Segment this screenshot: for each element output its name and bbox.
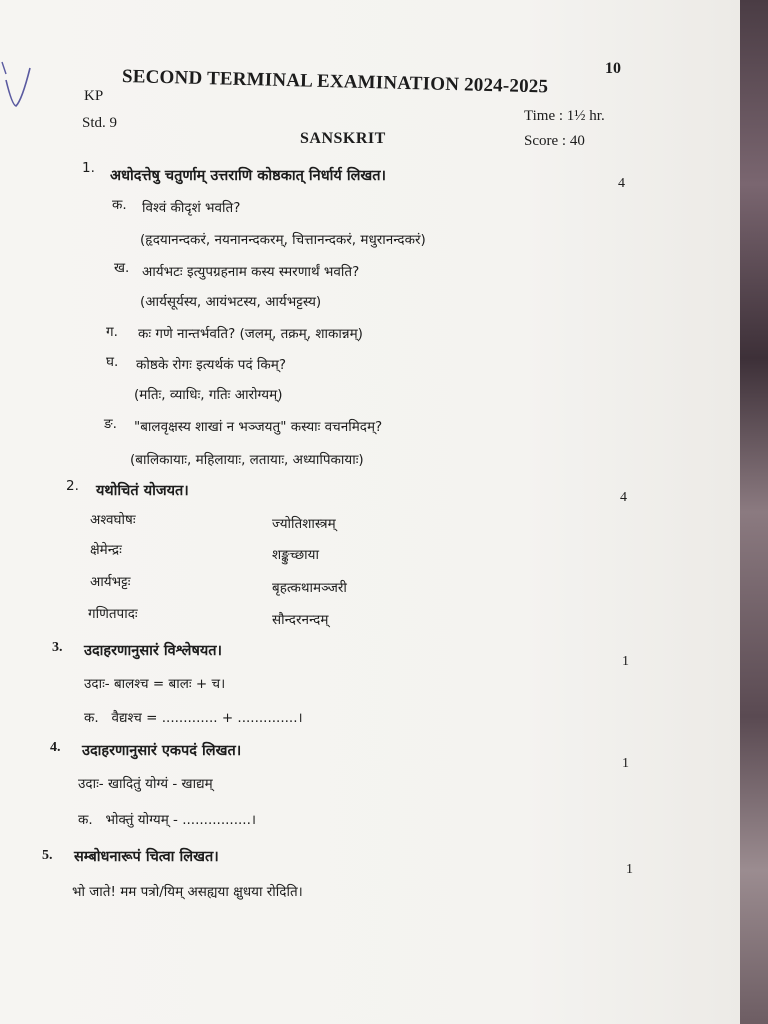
q1-item-options: (मतिः, व्याधिः, गतिः आरोग्यम्) (134, 387, 283, 403)
pen-mark (0, 60, 40, 130)
q1-item-label: घ. (106, 354, 119, 370)
question-1-number: 1. (82, 160, 95, 176)
match-left-item: अश्वघोषः (90, 512, 136, 528)
match-right-item: ज्योतिशास्त्रम् (272, 516, 336, 532)
q3-example: उदाः- बालश्च = बालः + च। (84, 676, 226, 692)
q1-item-label: ख. (114, 260, 130, 276)
question-4-number: 4. (50, 740, 61, 755)
question-2-text: यथोचितं योजयत। (96, 483, 189, 499)
standard-label: Std. 9 (82, 115, 118, 131)
match-right-item: बृहत्कथामञ्जरी (272, 580, 347, 596)
q1-item-text: कोष्ठके रोगः इत्यर्थकं पदं किम्? (136, 357, 287, 373)
question-1-text: अधोदत्तेषु चतुर्णाम् उत्तराणि कोष्ठकात् निर्धार्य लिखत। (110, 168, 387, 184)
q1-item-label: ग. (106, 324, 118, 340)
match-right-item: शङ्कुच्छाया (272, 547, 319, 563)
q1-item-options: (हृदयानन्दकरं, नयनानन्दकरम्, चित्तानन्दकरं, मधुरानन्दकरं) (140, 232, 426, 248)
q1-item-options: (बालिकायाः, महिलायाः, लतायाः, अध्यापिकायाः) (130, 452, 364, 468)
q5-line: भो जाते! मम पत्रो/यिम् असह्यया क्षुधया रोदिति। (72, 884, 303, 900)
q1-item-text: आर्यभटः इत्युपग्रहनाम कस्य स्मरणार्थं भवति? (142, 264, 360, 280)
q1-item-label: क. (112, 197, 127, 213)
q1-item-options: (आर्यसूर्यस्य, आयंभटस्य, आर्यभट्टस्य) (140, 294, 322, 310)
question-2-number: 2. (66, 478, 79, 494)
q4-item: क. भोक्तुं योग्यम् - ................। (78, 812, 256, 828)
q1-item-text: कः गणे नान्तर्भवति? (जलम्, तक्रम्, शाकान्नम्) (138, 326, 363, 342)
match-right-item: सौन्दरनन्दम् (272, 612, 329, 628)
question-4-marks: 1 (622, 756, 629, 771)
match-left-item: आर्यभट्टः (90, 574, 131, 590)
question-3-number: 3. (52, 640, 63, 655)
question-4-text: उदाहरणानुसारं एकपदं लिखत। (82, 743, 242, 759)
question-5-number: 5. (42, 848, 53, 863)
q1-item-text: विश्वं कीदृशं भवति? (142, 200, 241, 216)
q4-example: उदाः- खादितुं योग्यं - खाद्यम् (78, 776, 213, 792)
exam-title: SECOND TERMINAL EXAMINATION 2024-2025 (121, 66, 549, 98)
exam-code: KP (84, 88, 104, 104)
question-5-text: सम्बोधनारूपं चित्वा लिखत। (74, 849, 219, 865)
page-number: 10 (605, 60, 621, 77)
score-label: Score : 40 (524, 133, 585, 149)
question-5-marks: 1 (626, 862, 633, 877)
question-1-marks: 4 (618, 176, 625, 191)
question-3-text: उदाहरणानुसारं विश्लेषयत। (84, 643, 223, 659)
question-2-marks: 4 (620, 490, 627, 505)
time-label: Time : 1½ hr. (524, 108, 605, 124)
match-left-item: गणितपादः (88, 606, 138, 622)
subject-title: SANSKRIT (300, 130, 386, 147)
match-left-item: क्षेमेन्द्रः (90, 542, 122, 558)
question-3-marks: 1 (622, 654, 629, 669)
table-edge-background (740, 0, 768, 1024)
q1-item-label: ङ. (104, 416, 117, 432)
q1-item-text: "बालवृक्षस्य शाखां न भञ्जयतु" कस्याः वचनमिदम्? (134, 419, 383, 435)
q3-item: क. वैद्यश्च = ............. + ..............। (84, 710, 303, 726)
